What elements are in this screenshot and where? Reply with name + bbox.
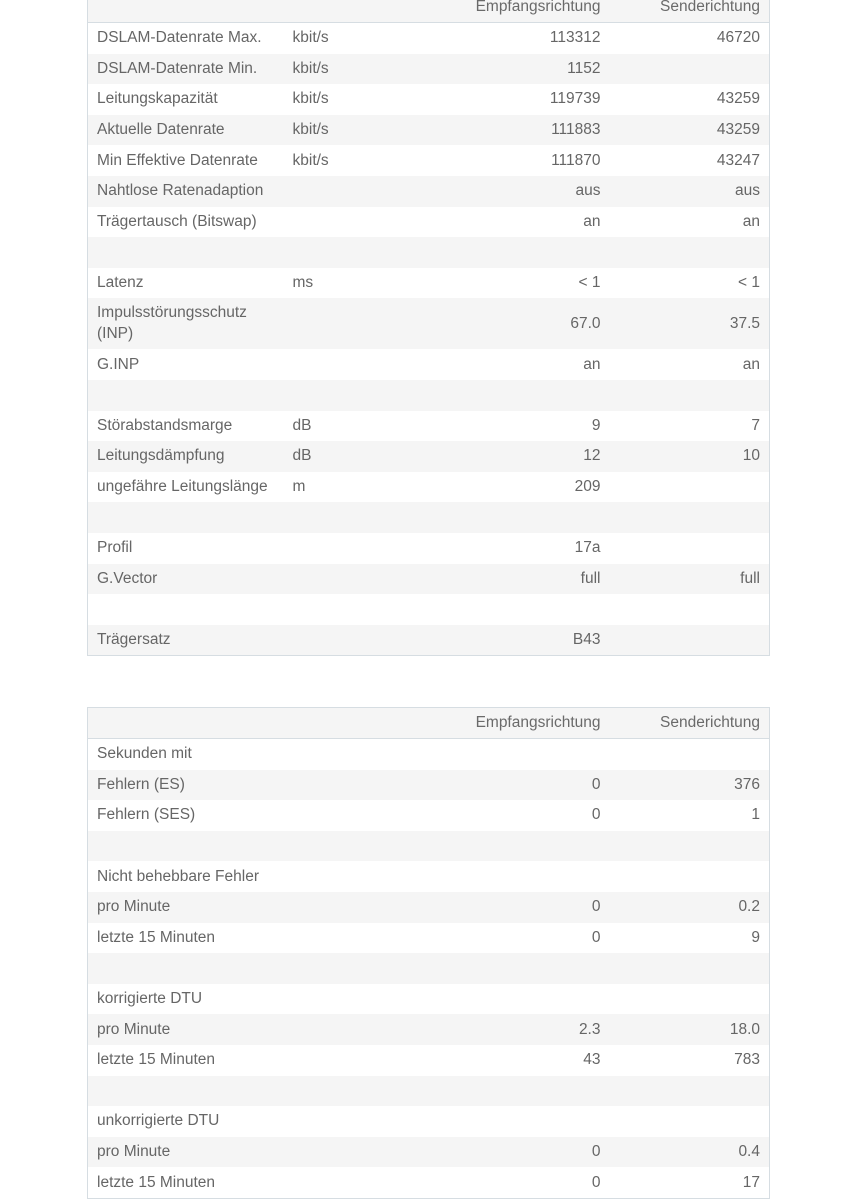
- row-label: DSLAM-Datenrate Max.: [88, 23, 284, 54]
- receive-value: 119739: [394, 84, 610, 115]
- row-unit: [284, 207, 394, 238]
- receive-value: 113312: [394, 23, 610, 54]
- row-label: unkorrigierte DTU: [88, 1106, 394, 1137]
- header-unit: [284, 0, 394, 23]
- receive-value: 111883: [394, 115, 610, 146]
- row-label: Trägersatz: [88, 625, 284, 656]
- receive-value: 0: [394, 923, 610, 954]
- row-unit: [284, 594, 394, 625]
- row-unit: [284, 176, 394, 207]
- receive-value: 0: [394, 1167, 610, 1198]
- table-row: [88, 1045, 770, 1076]
- row-label: pro Minute: [88, 1014, 394, 1045]
- spacer-row: [88, 594, 770, 625]
- table-header-row: [88, 0, 770, 23]
- receive-value: B43: [394, 625, 610, 656]
- row-label: pro Minute: [88, 892, 394, 923]
- send-value: [610, 861, 770, 892]
- table-row: [88, 23, 770, 54]
- table-row: [88, 800, 770, 831]
- table-row: [88, 739, 770, 770]
- table-row: [88, 84, 770, 115]
- send-value: 9: [610, 923, 770, 954]
- row-unit: kbit/s: [284, 84, 394, 115]
- row-label: [88, 594, 284, 625]
- receive-value: 0: [394, 1137, 610, 1168]
- send-value: 0.2: [610, 892, 770, 923]
- row-label: Aktuelle Datenrate: [88, 115, 284, 146]
- table-row: [88, 861, 770, 892]
- receive-value: [394, 502, 610, 533]
- table-row: [88, 923, 770, 954]
- receive-value: [394, 1106, 610, 1137]
- send-value: [610, 502, 770, 533]
- send-value: 18.0: [610, 1014, 770, 1045]
- row-label: Latenz: [88, 268, 284, 299]
- receive-value: 43: [394, 1045, 610, 1076]
- table-row: [88, 564, 770, 595]
- send-value: [610, 472, 770, 503]
- row-label: korrigierte DTU: [88, 984, 394, 1015]
- header-label: [88, 0, 284, 23]
- send-value: 37.5: [610, 298, 770, 349]
- row-label: ungefähre Leitungslänge: [88, 472, 284, 503]
- send-value: [610, 380, 770, 411]
- send-value: [610, 953, 770, 984]
- row-label: [88, 502, 284, 533]
- receive-value: aus: [394, 176, 610, 207]
- receive-value: full: [394, 564, 610, 595]
- receive-value: 0: [394, 770, 610, 801]
- row-label: pro Minute: [88, 1137, 394, 1168]
- line-status-table: [87, 0, 770, 656]
- row-label: [88, 831, 394, 862]
- receive-value: [394, 594, 610, 625]
- table-row: [88, 770, 770, 801]
- row-label: Min Effektive Datenrate: [88, 145, 284, 176]
- table-row: [88, 533, 770, 564]
- receive-value: an: [394, 349, 610, 380]
- spacer-row: [88, 953, 770, 984]
- row-unit: [284, 533, 394, 564]
- send-value: 17: [610, 1167, 770, 1198]
- spacer-row: [88, 237, 770, 268]
- send-value: 1: [610, 800, 770, 831]
- row-label: letzte 15 Minuten: [88, 923, 394, 954]
- send-value: aus: [610, 176, 770, 207]
- row-unit: m: [284, 472, 394, 503]
- row-label: Sekunden mit: [88, 739, 394, 770]
- send-value: 783: [610, 1045, 770, 1076]
- table-row: [88, 207, 770, 238]
- table-row: [88, 1137, 770, 1168]
- receive-value: an: [394, 207, 610, 238]
- header-receive-direction: Empfangsrichtung: [394, 0, 610, 23]
- row-label: Fehlern (SES): [88, 800, 394, 831]
- table-row: [88, 411, 770, 442]
- row-unit: dB: [284, 441, 394, 472]
- receive-value: < 1: [394, 268, 610, 299]
- row-unit: ms: [284, 268, 394, 299]
- row-unit: kbit/s: [284, 23, 394, 54]
- header-send-direction: Senderichtung: [610, 0, 770, 23]
- table-row: [88, 268, 770, 299]
- receive-value: 111870: [394, 145, 610, 176]
- receive-value: 12: [394, 441, 610, 472]
- row-label: Fehlern (ES): [88, 770, 394, 801]
- table-row: [88, 115, 770, 146]
- receive-value: 67.0: [394, 298, 610, 349]
- header-receive-direction: Empfangsrichtung: [394, 708, 610, 739]
- table-row: [88, 441, 770, 472]
- receive-value: [394, 831, 610, 862]
- receive-value: 2.3: [394, 1014, 610, 1045]
- receive-value: 0: [394, 800, 610, 831]
- row-label: letzte 15 Minuten: [88, 1167, 394, 1198]
- row-unit: [284, 625, 394, 656]
- table-row: [88, 1167, 770, 1198]
- row-unit: [284, 380, 394, 411]
- row-unit: [284, 349, 394, 380]
- send-value: [610, 831, 770, 862]
- send-value: 43259: [610, 84, 770, 115]
- row-label: G.Vector: [88, 564, 284, 595]
- table-row: [88, 54, 770, 85]
- send-value: < 1: [610, 268, 770, 299]
- header-send-direction: Senderichtung: [610, 708, 770, 739]
- send-value: 43259: [610, 115, 770, 146]
- row-unit: dB: [284, 411, 394, 442]
- receive-value: [394, 237, 610, 268]
- row-label: Trägertausch (Bitswap): [88, 207, 284, 238]
- send-value: 0.4: [610, 1137, 770, 1168]
- row-label: [88, 953, 394, 984]
- spacer-row: [88, 380, 770, 411]
- send-value: [610, 739, 770, 770]
- row-label: Nicht behebbare Fehler: [88, 861, 394, 892]
- send-value: 10: [610, 441, 770, 472]
- table-row: [88, 984, 770, 1015]
- row-label: [88, 380, 284, 411]
- row-label: Nahtlose Ratenadaption: [88, 176, 284, 207]
- send-value: [610, 984, 770, 1015]
- table-row: [88, 349, 770, 380]
- send-value: 7: [610, 411, 770, 442]
- receive-value: 9: [394, 411, 610, 442]
- receive-value: [394, 1076, 610, 1107]
- row-label: DSLAM-Datenrate Min.: [88, 54, 284, 85]
- send-value: [610, 1076, 770, 1107]
- table-row: [88, 298, 770, 349]
- table-row: [88, 892, 770, 923]
- send-value: 43247: [610, 145, 770, 176]
- spacer-row: [88, 502, 770, 533]
- send-value: an: [610, 349, 770, 380]
- send-value: 376: [610, 770, 770, 801]
- send-value: [610, 237, 770, 268]
- row-unit: [284, 502, 394, 533]
- row-unit: [284, 564, 394, 595]
- send-value: an: [610, 207, 770, 238]
- row-label: Leitungskapazität: [88, 84, 284, 115]
- send-value: [610, 533, 770, 564]
- spacer-row: [88, 831, 770, 862]
- row-unit: kbit/s: [284, 54, 394, 85]
- receive-value: 0: [394, 892, 610, 923]
- table-header-row: [88, 708, 770, 739]
- send-value: full: [610, 564, 770, 595]
- row-label: Leitungsdämpfung: [88, 441, 284, 472]
- row-unit: [284, 237, 394, 268]
- receive-value: 17a: [394, 533, 610, 564]
- receive-value: [394, 739, 610, 770]
- header-label: [88, 708, 394, 739]
- receive-value: [394, 380, 610, 411]
- send-value: 46720: [610, 23, 770, 54]
- spacer-row: [88, 1076, 770, 1107]
- row-label: [88, 1076, 394, 1107]
- receive-value: [394, 984, 610, 1015]
- receive-value: [394, 953, 610, 984]
- send-value: [610, 1106, 770, 1137]
- row-label: [88, 237, 284, 268]
- send-value: [610, 54, 770, 85]
- receive-value: [394, 861, 610, 892]
- send-value: [610, 625, 770, 656]
- row-unit: kbit/s: [284, 145, 394, 176]
- receive-value: 209: [394, 472, 610, 503]
- row-label: Profil: [88, 533, 284, 564]
- table-row: [88, 1014, 770, 1045]
- row-unit: [284, 298, 394, 349]
- row-label: G.INP: [88, 349, 284, 380]
- row-label: letzte 15 Minuten: [88, 1045, 394, 1076]
- table-row: [88, 625, 770, 656]
- table-row: [88, 176, 770, 207]
- table-row: [88, 1106, 770, 1137]
- row-unit: kbit/s: [284, 115, 394, 146]
- table-row: [88, 472, 770, 503]
- send-value: [610, 594, 770, 625]
- error-stats-table: [87, 707, 770, 1199]
- row-label: Störabstandsmarge: [88, 411, 284, 442]
- table-row: [88, 145, 770, 176]
- row-label: Impulsstörungsschutz (INP): [88, 298, 284, 349]
- receive-value: 1152: [394, 54, 610, 85]
